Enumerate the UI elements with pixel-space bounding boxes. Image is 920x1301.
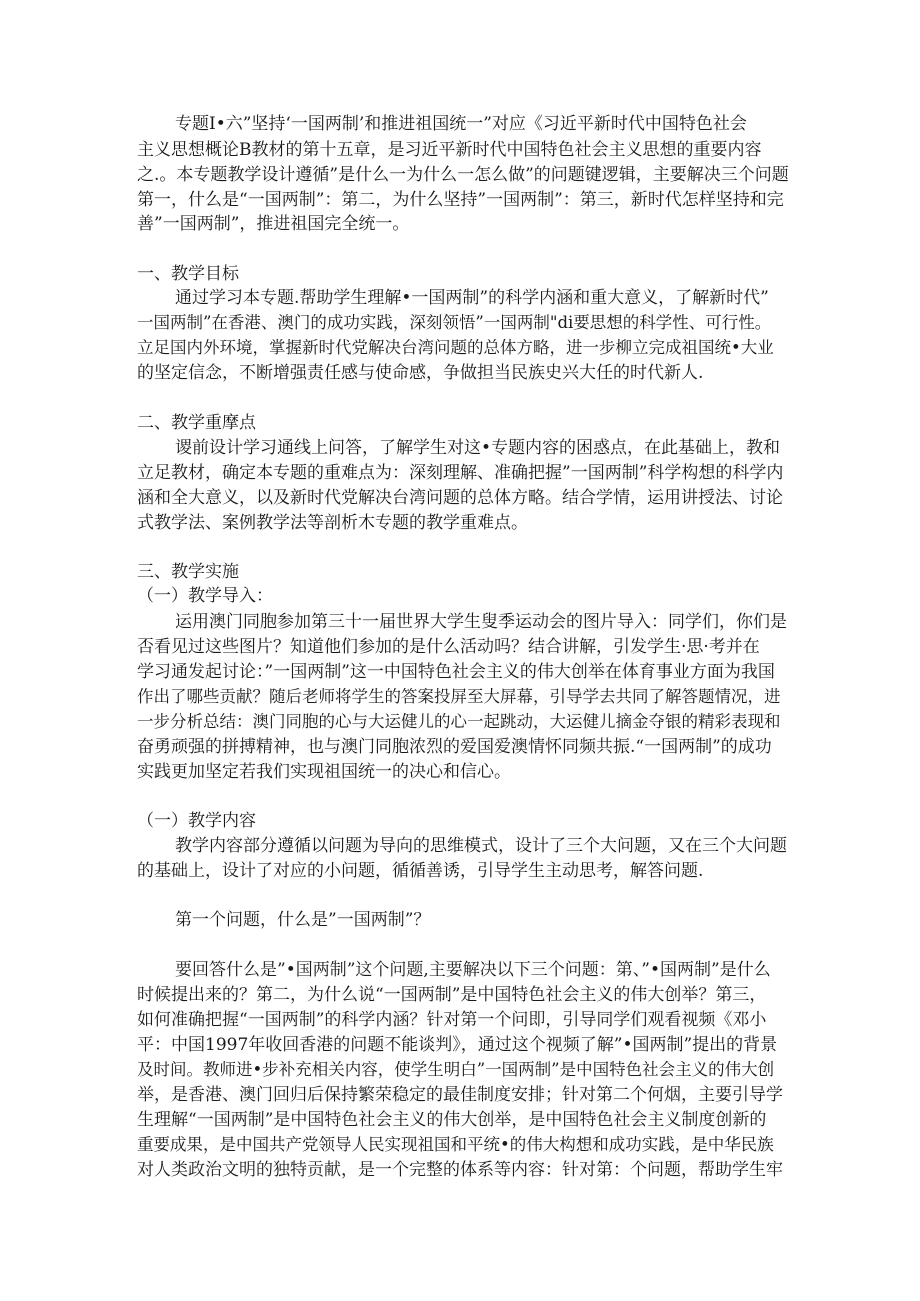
section-heading: 一、教学目标 bbox=[137, 264, 239, 284]
paragraph-line: 一国两制”在香港、澳门的成功实践，深刻领悟”一国两制"di要思想的科学性、可行性。 bbox=[137, 313, 772, 332]
intro-line: 专题Ⅰ•六”坚持‘一国两制’和推进祖国统一”对应《习近平新时代中国特色社会 bbox=[175, 114, 747, 134]
question-heading: 第一个问题，什么是”一国两制”？ bbox=[175, 910, 431, 930]
paragraph-line: 的基础上，设计了对应的小问题，循循善诱，引导学生主动思考，解答问题. bbox=[137, 861, 704, 881]
paragraph-line: 举，是香港、澳门回归后保持繁荣稳定的最佳制度安排；针对第二个何烟，主要引导学 bbox=[137, 1085, 783, 1105]
intro-line: 主义思想概论B教材的第十五章，是习近平新时代中国特色社会主义思想的重要内容 bbox=[137, 140, 762, 160]
intro-line: 第一，什么是“一国两制”：第二，为什么坚持”一国两制”：第三，新时代怎样坚持和完 bbox=[137, 190, 784, 210]
intro-line: 之.。本专题教学设计遵循”是什么一为什么一怎么做”的问题键逻辑，主要解决三个问题 bbox=[137, 165, 789, 185]
paragraph-line: 立足教材，确定本专题的重难点为：深刻理解、准确把握”一国两制”科学构想的科学内 bbox=[137, 463, 784, 483]
paragraph-line: 涵和全大意义，以及新时代党解决台湾问题的总体方略。结合学情，运用讲授法、讨论 bbox=[137, 488, 783, 508]
paragraph-line: 时候提出来的？第二，为什么说“一国两制”是中国特色社会主义的伟大创举？第三， bbox=[137, 985, 767, 1005]
paragraph-line: 奋勇顽强的拼搏精神，也与澳门同胞浓烈的爱国爱澳情怀同频共振.“一国两制”的成功 bbox=[137, 737, 772, 757]
paragraph-line: 作出了哪些贡献？随后老师将学生的答案投屏至大屏幕，引导学去共同了解答题情况，进 bbox=[137, 687, 781, 706]
paragraph-line: 教学内容部分遵循以问题为导向的思维模式，设计了三个大问题，又在三个大问题 bbox=[175, 836, 787, 856]
paragraph-line: 否看见过这些图片？知道他们参加的是什么活动吗？结合讲解，引发学生·思·考并在 bbox=[137, 637, 760, 657]
paragraph-line: 立足国内外环境，掌握新时代党解决台湾问题的总体方略，进一步柳立完成祖国统•大业 bbox=[137, 338, 774, 357]
paragraph-line: 重要成果，是中国共产党领导人民实现祖国和平统•的伟大构想和成功实践，是中华民族 bbox=[137, 1135, 774, 1154]
paragraph-line: 一步分析总结：澳门同胞的心与大运健儿的心一起跳动，大运健儿摘金夺银的精彩表现和 bbox=[137, 712, 781, 731]
paragraph-line: 通过学习本专题.帮助学生理解•一国两制”的科学内涵和重大意义，了解新时代” bbox=[175, 288, 769, 308]
section-heading: 二、教学重摩点 bbox=[137, 413, 256, 433]
paragraph-line: 式教学法、案例教学法等剖析木专题的教学重难点。 bbox=[137, 513, 528, 533]
paragraph-line: 平：中国1997年收回香港的问题不能谈判》，通过这个视频了解”•国两制”提出的背景 bbox=[137, 1035, 778, 1055]
paragraph-line: 要回答什么是”•国两制”这个问题,主要解决以下三个问题：第、”•国两制”是什么 bbox=[175, 960, 771, 980]
paragraph-line: 对人类政治文明的独特贡献，是一个完整的体系等内容：针对第：个问题，帮助学生牢 bbox=[137, 1160, 783, 1180]
paragraph-line: 的坚定信念，不断增强责任感与使命感，争做担当民族史兴大任的时代新人. bbox=[137, 363, 704, 383]
paragraph-line: 运用澳门同胞参加第三十一届世界大学生叟季运动会的图片导入：同学们，你们是 bbox=[175, 612, 787, 632]
paragraph-line: 生理解“一国两制”是中国特色社会主义的伟大创举，是中国特色社会主义制度创新的 bbox=[137, 1110, 767, 1130]
paragraph-line: 实践更加坚定若我们实现祖国统一的决心和信心。 bbox=[137, 762, 511, 782]
intro-line: 善”一国两制”，推进祖国完全统一。 bbox=[137, 214, 410, 234]
subsection-heading: （一）教学导入： bbox=[137, 586, 273, 606]
paragraph-line: 及时间。教师进•步补充相关内容，使学生明白”一国两制”是中国特色社会主义的伟大创 bbox=[137, 1060, 775, 1079]
paragraph-line: 如何准确把握“一国两制”的科学内涵？针对第一个问即，引导同学们观看视频《邓小 bbox=[137, 1010, 767, 1030]
paragraph-line: 谡前设计学习通线上问答，了解学生对这•专题内容的困惑点，在此基础上，教和 bbox=[175, 438, 781, 458]
section-heading: 三、教学实施 bbox=[137, 562, 239, 582]
subsection-heading: （一）教学内容 bbox=[137, 811, 256, 831]
paragraph-line: 学习通发起讨论：”一国两制”这一中国特色社会主义的伟大创举在体育事业方面为我国 bbox=[137, 662, 775, 682]
